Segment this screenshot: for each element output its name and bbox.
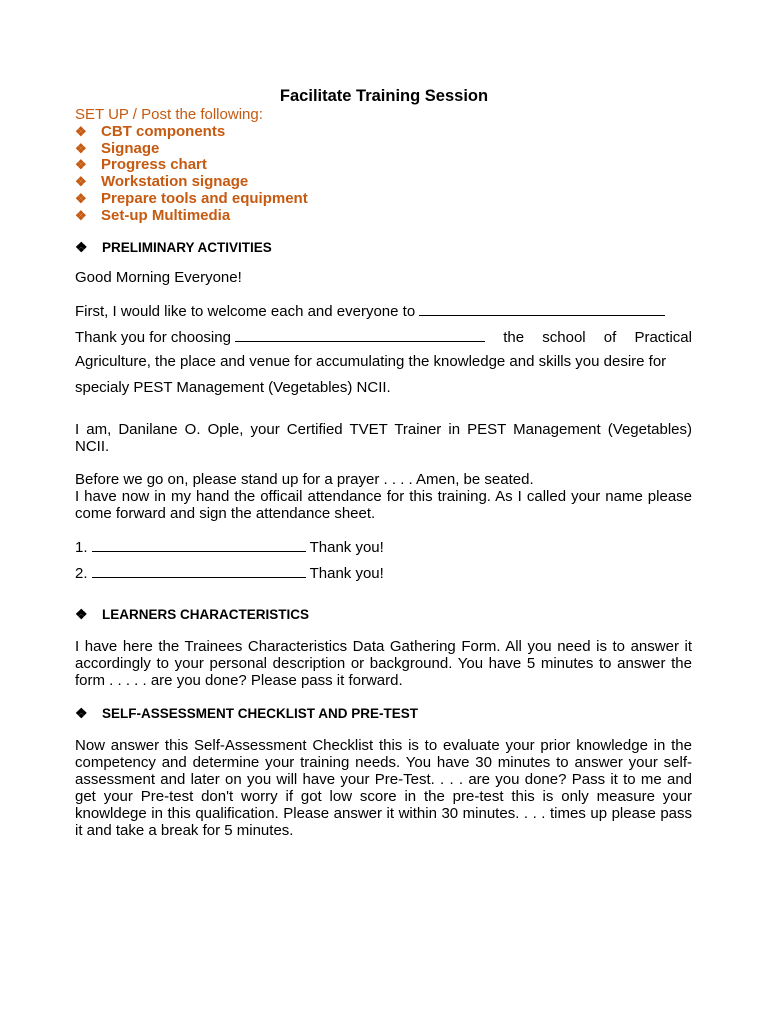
section-bullet-icon: ❖ [75,239,88,255]
diamond-bullet-icon: ❖ [75,191,87,206]
trainer-intro: I am, Danilane O. Ople, your Certified TVET Trainer in PEST Management (Vegetables) NCII. [75,421,692,455]
diamond-bullet-icon: ❖ [75,174,87,189]
attendance-text: I have now in my hand the officail attendance for this training. As I called your name please come forward and sign the attendance sheet. [75,488,692,522]
prayer-text: Before we go on, please stand up for a prayer . . . . Amen, be seated. [75,471,534,488]
section-bullet-icon: ❖ [75,606,88,622]
section-heading-self-assessment: ❖ SELF-ASSESSMENT CHECKLIST AND PRE-TEST [75,705,419,721]
setup-item: ❖ Workstation signage [75,173,249,190]
diamond-bullet-icon: ❖ [75,141,87,156]
section-bullet-icon: ❖ [75,705,88,721]
diamond-bullet-icon: ❖ [75,124,87,139]
fill-in-blank [235,328,485,342]
fill-in-blank [92,538,306,552]
thanks-line-3: specialy PEST Management (Vegetables) NCII. [75,379,391,396]
thanks-line-2: Agriculture, the place and venue for accumulating the knowledge and skills you desire for [75,353,667,370]
diamond-bullet-icon: ❖ [75,157,87,172]
welcome-line: First, I would like to welcome each and everyone to [75,302,665,320]
fill-in-blank [92,564,306,578]
thanks-start: Thank you for choosing [75,328,485,346]
diamond-bullet-icon: ❖ [75,208,87,223]
setup-item: ❖ CBT components [75,123,226,140]
section-heading-preliminary: ❖ PRELIMINARY ACTIVITIES [75,239,272,255]
attendance-list-item: 1. Thank you! [75,539,384,556]
setup-item: ❖ Signage [75,140,160,157]
fill-in-blank [419,302,665,316]
self-assessment-body: Now answer this Self-Assessment Checklist this is to evaluate your prior knowledge in the competency and determine your training needs. You have 30 minutes to answer your self-assessment and later on you will have your Pre-Test. . . . are you done? Pass it to me and get your Pre-test don't worry if got low score in the pre-test this is only measure your knowldege in this qualification. Please answer it within 30 minutes. . . . times up please pass it and take a break for 5 minutes. [75,737,692,839]
setup-heading: SET UP / Post the following: [75,106,263,123]
learners-body: I have here the Trainees Characteristics Data Gathering Form. All you need is to answer it accordingly to your personal description or background. You have 5 minutes to answer the form . . . . . are you done? Please pass it forward. [75,638,692,689]
setup-item: ❖ Set-up Multimedia [75,207,231,224]
setup-item: ❖ Progress chart [75,156,207,173]
document-title: Facilitate Training Session [279,87,489,105]
section-heading-learners: ❖ LEARNERS CHARACTERISTICS [75,606,310,622]
greeting-text: Good Morning Everyone! [75,269,242,286]
thanks-line: Thank you for choosing the school of Practical [75,329,692,346]
setup-item: ❖ Prepare tools and equipment [75,190,308,207]
attendance-list-item: 2. Thank you! [75,565,384,582]
